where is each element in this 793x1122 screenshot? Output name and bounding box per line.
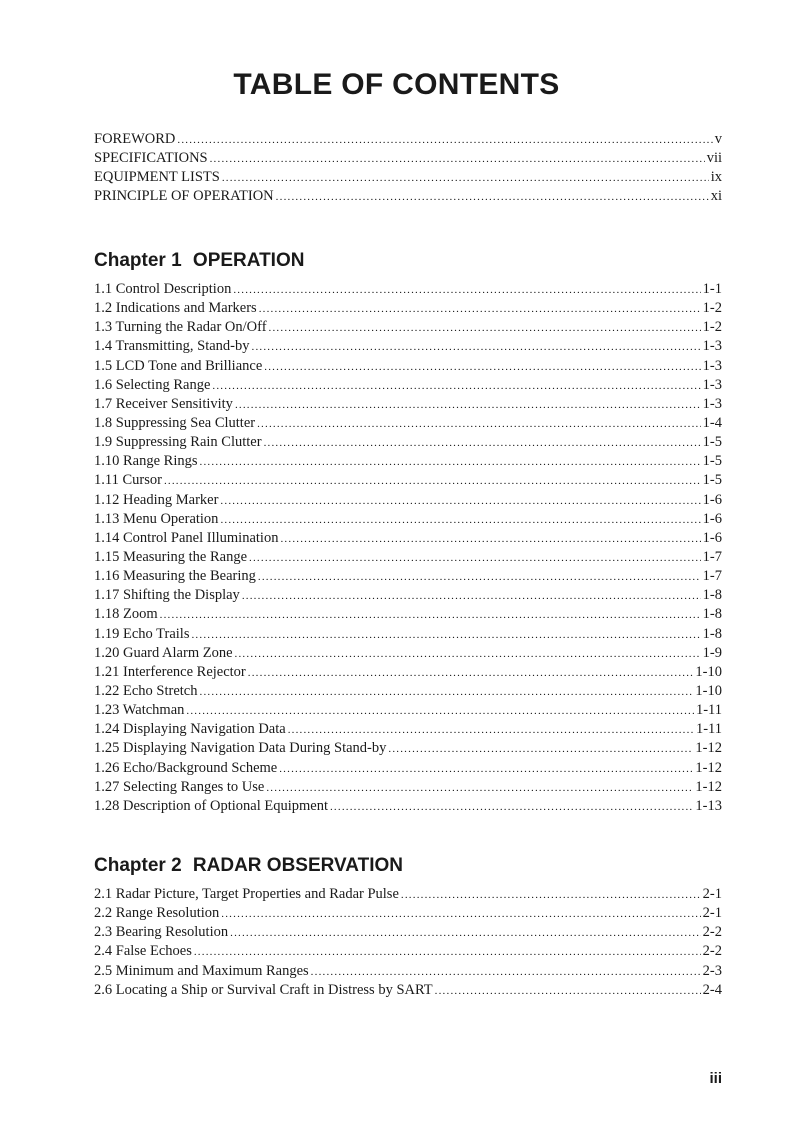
toc-entry-title: EQUIPMENT LISTS <box>94 169 220 186</box>
dot-leader <box>280 530 700 548</box>
toc-entry-title: 1.26 Echo/Background Scheme <box>94 759 278 776</box>
dot-leader <box>252 338 701 356</box>
dot-leader <box>164 472 701 490</box>
toc-entry-title: 2.6 Locating a Ship or Survival Craft in Distress by SART <box>94 981 433 998</box>
toc-entry-title: 1.5 LCD Tone and Brilliance <box>94 357 263 374</box>
toc-entry <box>94 491 722 510</box>
toc-entry <box>94 739 722 758</box>
dot-leader <box>220 492 700 510</box>
toc-entry-title: 1.23 Watchman <box>94 702 185 719</box>
toc-entry-page: 1-13 <box>695 797 722 814</box>
toc-entry-page: 1-2 <box>702 300 722 317</box>
toc-entry <box>94 471 722 490</box>
toc-entry <box>94 701 722 720</box>
dot-leader <box>269 319 701 337</box>
toc-entry-page: 1-5 <box>702 434 722 451</box>
chapter-2-section <box>94 855 722 1000</box>
dot-leader <box>249 549 701 567</box>
toc-entry-page: 1-12 <box>695 778 722 795</box>
toc-entry-title: 1.21 Interference Rejector <box>94 663 246 680</box>
toc-entry <box>94 395 722 414</box>
toc-entry <box>94 510 722 529</box>
toc-entry-page: 1-2 <box>702 319 722 336</box>
toc-entry-title: 1.15 Measuring the Range <box>94 548 248 565</box>
toc-entry-title: 1.7 Receiver Sensitivity <box>94 395 233 412</box>
dot-leader <box>200 683 694 701</box>
page-number: iii <box>709 1070 722 1087</box>
toc-entry-title: 1.24 Displaying Navigation Data <box>94 721 286 738</box>
toc-entry-page: 1-12 <box>695 740 722 757</box>
toc-entry-title: 1.10 Range Rings <box>94 453 198 470</box>
toc-entry-title: 1.11 Cursor <box>94 472 162 489</box>
toc-entry-page: 1-10 <box>695 663 722 680</box>
dot-leader <box>235 396 701 414</box>
chapter-1-heading <box>94 250 722 272</box>
toc-entry-title: FOREWORD <box>94 131 176 147</box>
toc-entry-page: 1-10 <box>695 682 722 699</box>
toc-entry <box>94 720 722 739</box>
dot-leader <box>200 453 701 471</box>
toc-entry <box>94 682 722 701</box>
toc-entry-page: 1-3 <box>702 376 722 393</box>
toc-entry-title: 1.2 Indications and Markers <box>94 300 257 317</box>
toc-entry-title: 1.14 Control Panel Illumination <box>94 529 279 546</box>
toc-entry-page: 1-6 <box>702 510 722 527</box>
toc-entry-title: 2.5 Minimum and Maximum Ranges <box>94 962 309 979</box>
toc-entry <box>94 529 722 548</box>
toc-entry-page: 1-12 <box>695 759 722 776</box>
dot-leader <box>435 982 701 1000</box>
toc-entry-title: 2.1 Radar Picture, Target Properties and Radar Pulse <box>94 886 399 902</box>
dot-leader <box>233 281 700 299</box>
toc-entry-title: 2.3 Bearing Resolution <box>94 924 229 941</box>
toc-entry-title: 1.4 Transmitting, Stand-by <box>94 338 250 355</box>
toc-entry-page: 1-7 <box>702 568 722 585</box>
toc-entry-page: 1-3 <box>702 338 722 355</box>
toc-entry <box>94 759 722 778</box>
toc-entry <box>94 433 722 452</box>
chapter-2-heading <box>94 855 722 877</box>
toc-entry <box>94 904 722 923</box>
dot-leader <box>160 606 701 624</box>
toc-entry <box>94 923 722 942</box>
toc-entry-page: 2-3 <box>702 962 722 979</box>
toc-entry <box>94 376 722 395</box>
toc-entry <box>94 778 722 797</box>
dot-leader <box>235 645 701 663</box>
toc-entry-title: 1.9 Suppressing Rain Clutter <box>94 434 262 451</box>
toc-entry-title: 1.27 Selecting Ranges to Use <box>94 778 265 795</box>
toc-entry <box>94 187 722 206</box>
dot-leader <box>264 434 701 452</box>
toc-entry-page: v <box>714 131 722 147</box>
toc-entry <box>94 567 722 586</box>
toc-entry-page: 1-11 <box>695 702 722 719</box>
toc-entry-title: 1.19 Echo Trails <box>94 625 190 642</box>
toc-entry-title: PRINCIPLE OF OPERATION <box>94 188 274 205</box>
dot-leader <box>279 760 693 778</box>
toc-entry-title: 1.13 Menu Operation <box>94 510 219 527</box>
toc-entry-title: 1.16 Measuring the Bearing <box>94 568 256 585</box>
dot-leader <box>330 798 693 816</box>
toc-entry <box>94 452 722 471</box>
toc-entry <box>94 168 722 187</box>
dot-leader <box>259 300 701 318</box>
toc-entry-title: SPECIFICATIONS <box>94 150 208 167</box>
toc-entry <box>94 357 722 376</box>
toc-entry-title: 1.1 Control Description <box>94 281 232 297</box>
toc-entry <box>94 299 722 318</box>
toc-entry <box>94 337 722 356</box>
toc-entry <box>94 962 722 981</box>
toc-entry-page: 1-1 <box>702 281 722 297</box>
toc-entry-page: 1-4 <box>702 414 722 431</box>
dot-leader <box>311 963 701 981</box>
dot-leader <box>257 415 701 433</box>
toc-entry-page: 1-9 <box>702 644 722 661</box>
toc-entry-title: 2.4 False Echoes <box>94 943 192 960</box>
dot-leader <box>194 943 701 961</box>
toc-entry-title: 1.6 Selecting Range <box>94 376 211 393</box>
dot-leader <box>230 924 701 942</box>
page-title: TABLE OF CONTENTS <box>233 68 560 101</box>
toc-entry-title: 1.22 Echo Stretch <box>94 682 198 699</box>
dot-leader <box>242 587 701 605</box>
toc-entry <box>94 605 722 624</box>
toc-entry-title: 1.12 Heading Marker <box>94 491 219 508</box>
chapter-1-name: OPERATION <box>192 250 305 271</box>
toc-entry-page: 1-8 <box>702 587 722 604</box>
toc-entry-title: 1.25 Displaying Navigation Data During Stand-by <box>94 740 387 757</box>
toc-entry-title: 1.18 Zoom <box>94 606 158 623</box>
dot-leader <box>212 377 700 395</box>
toc-entry-title: 1.3 Turning the Radar On/Off <box>94 319 267 336</box>
chapter-2-number: Chapter 2 <box>94 855 182 876</box>
toc-entry-title: 1.17 Shifting the Display <box>94 587 240 604</box>
toc-entry-page: ix <box>710 169 722 186</box>
toc-entry-page: vii <box>706 150 722 167</box>
dot-leader <box>288 721 694 739</box>
toc-entry-page: 1-6 <box>702 491 722 508</box>
toc-entry-page: 1-5 <box>702 472 722 489</box>
dot-leader <box>221 905 700 923</box>
chapter-2-name: RADAR OBSERVATION <box>192 855 403 876</box>
dot-leader <box>248 664 694 682</box>
toc-entry-page: 1-7 <box>702 548 722 565</box>
toc-entry-title: 1.28 Description of Optional Equipment <box>94 797 328 814</box>
front-matter-section <box>94 130 722 207</box>
toc-entry-title: 1.8 Suppressing Sea Clutter <box>94 414 256 431</box>
dot-leader <box>258 568 701 586</box>
toc-entry <box>94 663 722 682</box>
toc-entry-title: 2.2 Range Resolution <box>94 905 220 922</box>
toc-entry-page: 1-8 <box>702 606 722 623</box>
toc-entry-page: 1-6 <box>702 529 722 546</box>
toc-entry <box>94 885 722 904</box>
chapter-1-list <box>94 280 722 816</box>
toc-entry <box>94 797 722 816</box>
dot-leader <box>264 358 700 376</box>
dot-leader <box>191 626 700 644</box>
dot-leader <box>388 740 693 758</box>
dot-leader <box>220 511 700 529</box>
toc-entry <box>94 130 722 149</box>
toc-entry <box>94 414 722 433</box>
dot-leader <box>276 188 709 206</box>
chapter-2-list <box>94 885 722 1000</box>
toc-entry <box>94 149 722 168</box>
toc-entry <box>94 644 722 663</box>
toc-entry-page: 2-4 <box>702 981 722 998</box>
toc-entry <box>94 625 722 644</box>
dot-leader <box>401 886 701 904</box>
toc-entry-page: 1-3 <box>702 357 722 374</box>
toc-entry-page: xi <box>710 188 722 205</box>
toc-entry-page: 1-3 <box>702 395 722 412</box>
toc-entry-title: 1.20 Guard Alarm Zone <box>94 644 233 661</box>
toc-entry <box>94 318 722 337</box>
toc-entry <box>94 942 722 961</box>
chapter-1-number: Chapter 1 <box>94 250 182 271</box>
front-matter-list <box>94 130 722 207</box>
dot-leader <box>222 169 709 187</box>
chapter-1-section <box>94 250 722 816</box>
dot-leader <box>186 702 694 720</box>
toc-entry <box>94 981 722 1000</box>
toc-entry <box>94 280 722 299</box>
toc-entry <box>94 548 722 567</box>
dot-leader <box>210 150 705 168</box>
toc-entry-page: 1-11 <box>695 721 722 738</box>
dot-leader <box>266 779 693 797</box>
toc-entry-page: 2-1 <box>702 886 722 902</box>
toc-entry-page: 1-8 <box>702 625 722 642</box>
toc-entry-page: 1-5 <box>702 453 722 470</box>
dot-leader <box>177 131 712 149</box>
toc-entry-page: 2-2 <box>702 943 722 960</box>
toc-entry-page: 2-1 <box>702 905 722 922</box>
toc-entry <box>94 586 722 605</box>
toc-entry-page: 2-2 <box>702 924 722 941</box>
